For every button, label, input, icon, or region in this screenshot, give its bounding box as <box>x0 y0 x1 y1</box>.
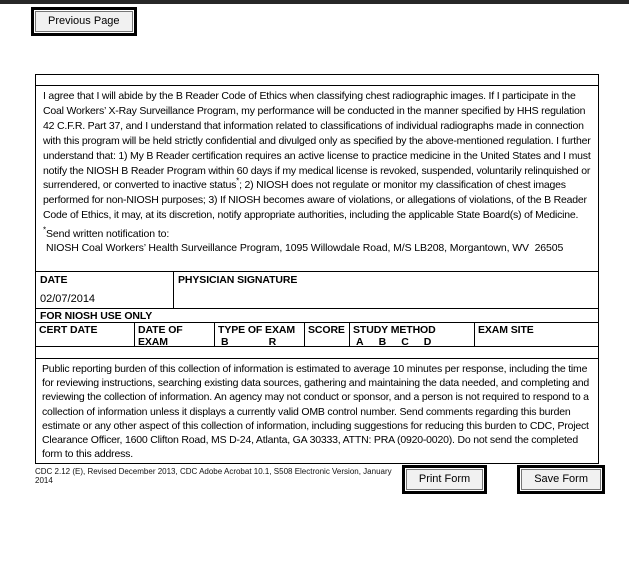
form-main-box <box>35 74 599 464</box>
niosh-use-only-label: FOR NIOSH USE ONLY <box>36 308 598 322</box>
notification-block <box>43 225 591 255</box>
form-id-line: CDC 2.12 (E), Revised December 2013, CDC Adobe Acrobat 10.1, S508 Electronic Version, January 2014 <box>35 467 392 486</box>
notification-address: NIOSH Coal Workers’ Health Surveillance Program, 1095 Willowdale Road, M/S LB208, Morgantown, WV 26505 <box>46 241 564 254</box>
previous-page-label: Previous Page <box>35 11 133 32</box>
cert-date-label: CERT DATE <box>39 324 98 336</box>
save-form-button[interactable] <box>517 465 605 494</box>
date-label: DATE <box>40 274 68 286</box>
print-form-label: Print Form <box>406 469 483 490</box>
type-of-exam-options <box>218 336 301 346</box>
score-label: SCORE <box>308 324 345 336</box>
study-method-header-cell <box>349 323 474 346</box>
type-of-exam-header-cell <box>214 323 304 346</box>
form-spacer-row <box>36 75 598 85</box>
agreement-body-part1: I agree that I will abide by the B Reader Code of Ethics when classifying chest radiographic images. If I participate in the Coal Workers’ X-Ray Surveillance Program, my performance will be conducted in the manner specified by HHS regulation 42 C.F.R. Part 37, and I understand that information related to classifications of individual radiographs made in connection with this program will be held strictly confidential and divulged only as specified by the above-mentioned regulation. I further understand that: 1) My B Reader certification requires an active license to practice medicine in the United States and I must notify the NIOSH B Reader Program within 60 days if my medical license is revoked, suspended, voluntarily relinquished or surrendered, or converted to inactive status <box>43 90 591 192</box>
date-cell <box>36 272 174 308</box>
study-option-c: C <box>401 336 409 346</box>
exam-site-header-cell <box>474 323 598 346</box>
type-option-r: R <box>268 336 277 346</box>
study-method-label: STUDY METHOD <box>353 324 436 336</box>
physician-signature-field[interactable] <box>174 272 598 308</box>
date-signature-row <box>36 271 598 308</box>
agreement-text <box>43 89 591 223</box>
type-option-b: B <box>221 336 229 346</box>
study-option-d: D <box>423 336 432 346</box>
physician-signature-label: PHYSICIAN SIGNATURE <box>178 274 298 286</box>
type-of-exam-label: TYPE OF EXAM <box>218 324 295 336</box>
niosh-table-empty-row <box>36 346 598 358</box>
bottom-row <box>35 465 605 494</box>
score-header-cell <box>304 323 349 346</box>
notification-label-line <box>43 225 591 242</box>
print-form-button[interactable] <box>402 465 487 494</box>
agreement-section <box>36 85 598 271</box>
date-of-exam-label: DATE OF EXAM <box>138 324 183 346</box>
agreement-body-part2: ; 2) NIOSH does not regulate or monitor my classification of chest images performed for non-NIOSH purposes; 3) If NIOSH becomes aware of violations, or allegations of violations, of the B Reader Code of Ethics, it may, at its discretion, notify appropriate authorities, including the applicable State Board(s) of Medicine. <box>43 179 587 222</box>
previous-page-button[interactable] <box>31 7 137 36</box>
previous-page-button-area <box>31 7 629 36</box>
study-option-b: B <box>378 336 387 346</box>
date-of-exam-header-cell <box>134 323 214 346</box>
asterisk-footnote-marker: * <box>43 225 47 235</box>
top-border-bar <box>0 0 629 4</box>
cert-date-header-cell <box>36 323 134 346</box>
save-form-label: Save Form <box>521 469 601 490</box>
study-option-a: A <box>356 336 364 346</box>
niosh-table-header-row <box>36 322 598 346</box>
date-field[interactable]: 02/07/2014 <box>40 293 96 305</box>
study-method-options <box>353 336 471 346</box>
asterisk-superscript: * <box>236 176 240 186</box>
notification-label: Send written notification to: <box>46 228 170 241</box>
burden-statement-section <box>36 358 598 463</box>
burden-statement-text: Public reporting burden of this collection of information is estimated to average 10 minutes per response, including the time for reviewing instructions, searching existing data sources, gathering and maintaining the data needed, and completing and reviewing the collection of information. An agency may not conduct or sponsor, and a person is not required to respond to a collection of information unless it displays a currently valid OMB control number. Send comments regarding this burden estimate or any other aspect of this collection of information, including suggestions for reducing this burden to CDC, Project Clearance Officer, 1600 Clifton Road, MS D-24, Atlanta, GA 30333, ATTN: PRA (0920-0020). Do not send the completed form to this address. <box>42 363 590 461</box>
exam-site-label: EXAM SITE <box>478 324 534 336</box>
